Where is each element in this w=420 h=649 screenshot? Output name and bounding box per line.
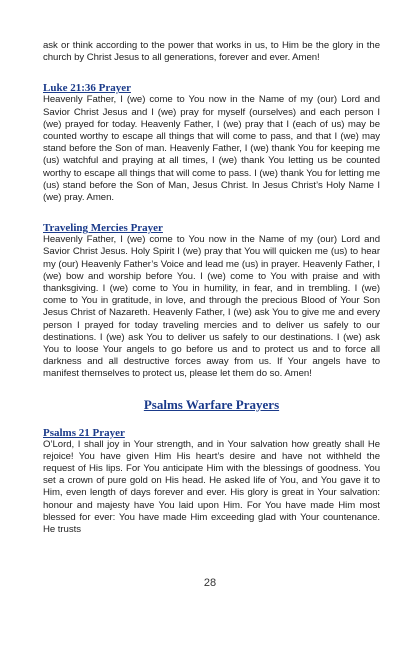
psalms-21-body: O’Lord, I shall joy in Your strength, and in Your salvation how greatly shall He rejoice! You have given Him His heart’s desire and have not withheld the request of His lips. For You anticipate Him with the blessings of goodness. You set a crown of pure gold on His head. He asked life of You, and You gave it to Him, even length of days forever and ever. His glory is great in Your salvation: honour and majesty have You laid upon Him. For You have made Him most blessed for ever: You have made Him exceeding glad with Your countenance. He trusts	[43, 438, 380, 536]
luke-prayer-body: Heavenly Father, I (we) come to You now in the Name of my (our) Lord and Savior Christ Jesus and I (we) pray for myself (ourselves) and each person I (we) prayed for today. Heavenly Father, I (we) pray that I (each of us) may be counted worthy to escape all things that will come to pass, and that I (we) may stand before the Son of man. Heavenly Father, I (we) thank You for keeping me (us) watchful and praying at all times, I (we) thank You letting us be counted worthy to escape all things that will come to pass. I (we) thank You for letting me (us) stand before the Son of Man, Jesus Christ. In Jesus Christ’s Holy Name I (we) pray. Amen.	[43, 94, 380, 204]
section-title: Psalms Warfare Prayers	[143, 396, 280, 412]
traveling-mercies-heading: Traveling Mercies Prayer	[43, 222, 163, 235]
page-number: 28	[203, 577, 217, 589]
intro-paragraph: ask or think according to the power that works in us, to Him be the glory in the church by Christ Jesus to all generations, forever and ever. Amen!	[43, 40, 380, 64]
luke-prayer-heading: Luke 21:36 Prayer	[43, 82, 131, 95]
psalms-21-heading: Psalms 21 Prayer	[43, 426, 125, 439]
traveling-mercies-body: Heavenly Father, I (we) come to You now in the Name of my (our) Lord and Savior Christ Jesus. Holy Spirit I (we) pray that You will quicken me (us) to hear my (our) Heavenly Father’s Voice and lead me (us) in prayer. Heavenly Father, I (we) bow and worship before You. I (we) come to You with praise and with thanksgiving. I (we) come to You in humility, in fear, and in trembling. I (we) come to You in gratitude, in love, and through the precious Blood of Your Son Jesus Christ of Nazareth. Heavenly Father, I (we) ask You to give me and every person I prayed for today traveling mercies and to deliver us safely to our destinations. I (we) ask You to deliver us safely to our destinations. I (we) ask You to loose Your angels to go before us and to protect us and to force all darkness and all destructive forces away from us. If Your angels have to manifest themselves to protect us, please let them do so. Amen!	[43, 234, 380, 380]
